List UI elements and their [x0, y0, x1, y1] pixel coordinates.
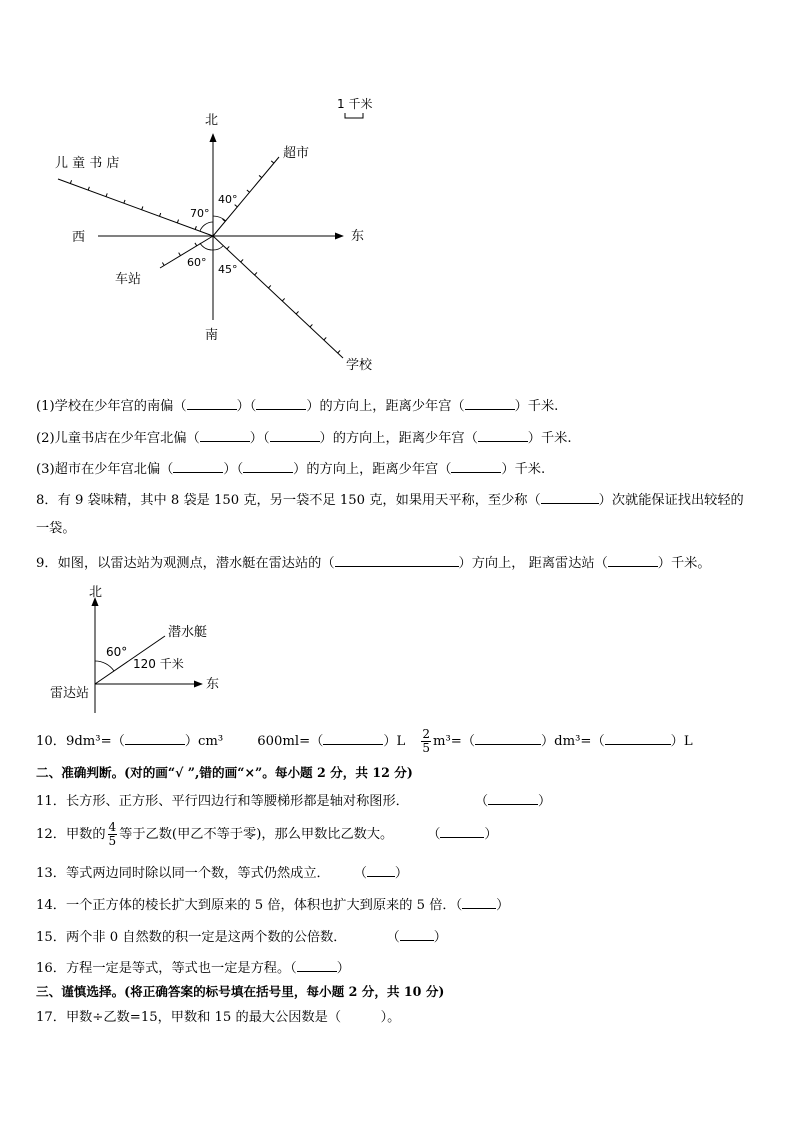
- q7-sub2: (2)儿童书店在少年宫北偏（ ）（ ）的方向上，距离少年宫（ ）千米.: [36, 427, 766, 448]
- answer-blank[interactable]: [323, 730, 383, 745]
- answer-blank[interactable]: [200, 427, 250, 442]
- q8-line2: 一袋。: [36, 521, 76, 536]
- angle-40-label: 40°: [218, 193, 238, 206]
- scale-tick: [259, 175, 262, 177]
- answer-blank[interactable]: [451, 458, 501, 473]
- q12: 12．甲数的 $\frac{4}{5}$ 等于乙数(甲乙不等于零)，那么甲数比乙数大。 （ ）: [36, 820, 498, 848]
- answer-blank[interactable]: [608, 552, 658, 567]
- compass-diagram: [0, 90, 420, 380]
- scale-tick: [227, 246, 229, 249]
- radar-diagram: [40, 578, 240, 718]
- scale-tick: [106, 193, 107, 196]
- scale-tick: [324, 337, 326, 340]
- submarine-label: 潜水艇: [168, 625, 208, 640]
- answer-blank[interactable]: [173, 458, 223, 473]
- answer-blank[interactable]: [478, 427, 528, 442]
- school-ray: [213, 236, 343, 358]
- scale-tick: [282, 298, 284, 301]
- scale-tick: [179, 253, 181, 256]
- section-2-heading: 二、准确判断。(对的画“√ ”,错的画“×”。每小题 2 分，共 12 分): [36, 765, 413, 780]
- north-label: 北: [205, 113, 219, 128]
- east-label: 东: [351, 229, 365, 244]
- answer-blank[interactable]: [465, 395, 515, 410]
- scale-tick: [241, 259, 243, 262]
- scale-tick: [296, 311, 298, 314]
- scale-tick: [268, 285, 270, 288]
- q13: 13．等式两边同时除以同一个数，等式仍然成立． （ ）: [36, 862, 766, 883]
- radar-angle-arc: [95, 661, 114, 671]
- scale-bar: [345, 113, 363, 118]
- scale-tick: [310, 324, 312, 327]
- angle-arc-45: [213, 246, 223, 250]
- answer-blank[interactable]: [335, 552, 459, 567]
- scale-tick: [142, 206, 143, 209]
- q9: 9．如图，以雷达站为观测点，潜水艇在雷达站的（ ）方向上， 距离雷达站（ ）千米。: [36, 552, 766, 573]
- answer-blank[interactable]: [541, 489, 599, 504]
- scale-tick: [88, 187, 89, 190]
- answer-blank[interactable]: [187, 395, 237, 410]
- angle-arc-60: [200, 243, 213, 250]
- scale-tick: [124, 200, 125, 203]
- answer-blank[interactable]: [367, 862, 395, 877]
- q15: 15．两个非 0 自然数的积一定是这两个数的公倍数． （ ）: [36, 926, 766, 947]
- answer-blank[interactable]: [440, 823, 484, 838]
- scale-tick: [195, 243, 197, 246]
- supermarket-label: 超市: [283, 146, 310, 161]
- scale-tick: [338, 350, 340, 353]
- answer-blank[interactable]: [462, 894, 496, 909]
- answer-blank[interactable]: [400, 926, 434, 941]
- q16: 16．方程一定是等式，等式也一定是方程。（ ）: [36, 957, 766, 978]
- bookstore-label: 儿 童 书 店: [55, 156, 120, 171]
- scale-tick: [195, 226, 196, 229]
- south-label: 南: [205, 328, 219, 343]
- answer-blank[interactable]: [243, 458, 293, 473]
- answer-blank[interactable]: [125, 730, 185, 745]
- q7-sub1: (1)学校在少年宫的南偏（ ）（ ）的方向上，距离少年宫（ ）千米.: [36, 395, 766, 416]
- scale-label: 1 千米: [337, 97, 373, 111]
- scale-tick: [255, 272, 257, 275]
- angle-arc-70: [200, 222, 213, 231]
- fraction-4-5: $\frac{4}{5}$: [108, 820, 117, 848]
- answer-blank[interactable]: [605, 730, 671, 745]
- scale-tick: [70, 180, 71, 183]
- scale-tick: [162, 262, 164, 265]
- answer-blank[interactable]: [488, 790, 538, 805]
- radar-north-label: 北: [89, 585, 103, 600]
- angle-70-label: 70°: [190, 207, 210, 220]
- scale-tick: [160, 213, 161, 216]
- distance-label: 120 千米: [133, 657, 184, 671]
- radar-east-label: 东: [206, 677, 220, 692]
- answer-blank[interactable]: [256, 395, 306, 410]
- answer-blank[interactable]: [475, 730, 541, 745]
- scale-tick: [247, 190, 250, 192]
- station-label: 车站: [115, 272, 142, 287]
- radar-station-label: 雷达站: [50, 686, 90, 701]
- section-3-heading: 三、谨慎选择。(将正确答案的标号填在括号里，每小题 2 分，共 10 分): [36, 984, 445, 999]
- scale-tick: [177, 220, 178, 223]
- school-label: 学校: [346, 358, 373, 373]
- q14: 14．一个正方体的棱长扩大到原来的 5 倍，体积也扩大到原来的 5 倍．（ ）: [36, 894, 766, 915]
- q17: 17．甲数÷乙数=15，甲数和 15 的最大公因数是（ ）。: [36, 1010, 401, 1025]
- west-label: 西: [72, 230, 86, 245]
- q8-line1: 8．有 9 袋味精，其中 8 袋是 150 克，另一袋不足 150 克，如果用天平称，至少称（ ）次就能保证找出较轻的: [36, 489, 766, 510]
- answer-blank[interactable]: [270, 427, 320, 442]
- fraction-2-5: $\frac{2}{5}$: [422, 727, 430, 755]
- q10: 10．9dm³=（ ）cm³ 600ml=（ ）L $\frac{2}{5}$ m³=（ ）dm³=（ ）L: [36, 727, 693, 755]
- q7-sub3: (3)超市在少年宫北偏（ ）（ ）的方向上，距离少年宫（ ）千米.: [36, 458, 766, 479]
- angle-45-label: 45°: [218, 263, 238, 276]
- scale-tick: [271, 161, 274, 163]
- answer-blank[interactable]: [297, 957, 337, 972]
- radar-angle-label: 60°: [106, 645, 128, 659]
- angle-60-label: 60°: [187, 256, 207, 269]
- q11: 11．长方形、正方形、平行四边行和等腰梯形都是轴对称图形． （ ）: [36, 790, 766, 811]
